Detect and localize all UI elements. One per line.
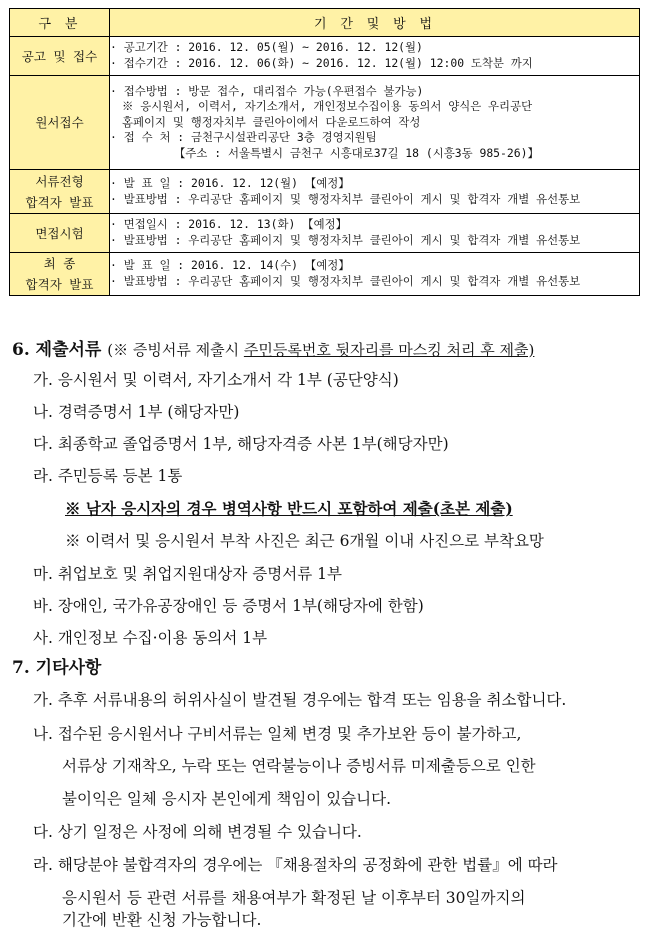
row-label: [10, 214, 110, 253]
row-content: [110, 253, 640, 296]
table-row: [10, 253, 640, 296]
list-item: 라. 해당분야 불합격자의 경우에는 『채용절차의 공정화에 관한 법률』에 따라: [33, 856, 558, 874]
row-line: · 발 표 일 : 2016. 12. 12(월) 【예정】: [110, 175, 350, 190]
row-content: [110, 37, 640, 76]
row-line: · 발표방법 : 우리공단 홈페이지 및 행정자치부 클린아이 게시 및 합격자 개별 유선통보: [110, 274, 581, 288]
section-title: 6. 제출서류: [12, 340, 102, 360]
row-label-text: 공고 및 접수: [21, 48, 98, 64]
row-label: [10, 253, 110, 296]
row-line: · 발 표 일 : 2016. 12. 14(수) 【예정】: [110, 258, 350, 273]
row-label-text: 최 종: [43, 256, 76, 271]
schedule-table: [9, 8, 640, 296]
row-line: 홈페이지 및 행정자치부 클린아이에서 다운로드하여 작성: [122, 114, 421, 129]
row-line: · 접수방법 : 방문 접수, 대리접수 가능(우편접수 불가능): [110, 83, 424, 98]
table-row: [10, 76, 640, 170]
row-content: [110, 76, 640, 170]
note-military: ※ 남자 응시자의 경우 병역사항 반드시 포함하여 제출(초본 제출): [65, 499, 513, 518]
list-item: 다. 최종학교 졸업증명서 1부, 해당자격증 사본 1부(해당자만): [33, 435, 449, 453]
row-label: [10, 170, 110, 214]
list-item: 나. 접수된 응시원서나 구비서류는 일체 변경 및 추가보완 등이 불가하고,: [33, 725, 522, 743]
row-label-text: 합격자 발표: [25, 194, 94, 210]
row-line: · 발표방법 : 우리공단 홈페이지 및 행정자치부 클린아이 게시 및 합격자 개별 유선통보: [110, 233, 581, 247]
section-6-heading: [12, 335, 534, 365]
header-period-method: 기 간 및 방 법: [110, 9, 640, 37]
row-label-text: 원서접수: [35, 115, 84, 130]
table-header-row: [10, 9, 640, 37]
header-category: 구 분: [10, 9, 110, 37]
section-note-underlined: 주민등록번호 뒷자리를 마스킹 처리 후 제출): [243, 341, 535, 359]
row-content: [110, 170, 640, 214]
list-item: 사. 개인정보 수집·이용 동의서 1부: [33, 629, 268, 647]
section-7-heading: 7. 기타사항: [12, 658, 102, 678]
list-item: 가. 응시원서 및 이력서, 자기소개서 각 1부 (공단양식): [33, 371, 399, 389]
list-item: 가. 추후 서류내용의 허위사실이 발견될 경우에는 합격 또는 임용을 취소합니다.: [33, 691, 567, 709]
list-item-continued: 서류상 기재착오, 누락 또는 연락불능이나 증빙서류 미제출등으로 인한: [62, 757, 536, 775]
table-row: [10, 37, 640, 76]
row-line: ※ 응시원서, 이력서, 자기소개서, 개인정보수집이용 동의서 양식은 우리공단: [122, 99, 533, 114]
row-line: · 접 수 처 : 금천구시설관리공단 3층 경영지원팀: [110, 130, 377, 145]
row-label-text: 면접시험: [35, 225, 84, 241]
row-label: [10, 76, 110, 170]
list-item: 나. 경력증명서 1부 (해당자만): [33, 403, 240, 421]
row-line: · 발표방법 : 우리공단 홈페이지 및 행정자치부 클린아이 게시 및 합격자 개별 유선통보: [110, 191, 581, 206]
note-photo: ※ 이력서 및 응시원서 부착 사진은 최근 6개월 이내 사진으로 부착요망: [65, 532, 544, 550]
list-item-continued: 불이익은 일체 응시자 본인에게 책임이 있습니다.: [62, 790, 392, 808]
list-item: 마. 취업보호 및 취업지원대상자 증명서류 1부: [33, 565, 342, 583]
row-line: · 공고기간 : 2016. 12. 05(월) ~ 2016. 12. 12(월): [110, 40, 423, 55]
row-line: · 접수기간 : 2016. 12. 06(화) ~ 2016. 12. 12(월) 12:00 도착분 까지: [110, 56, 533, 70]
list-item-continued: 기간에 반환 신청 가능합니다.: [62, 911, 262, 929]
row-label-text: 합격자 발표: [25, 277, 94, 292]
list-item: 라. 주민등록 등본 1통: [33, 467, 183, 485]
list-item: 다. 상기 일정은 사정에 의해 변경될 수 있습니다.: [33, 823, 362, 841]
table-row: [10, 214, 640, 253]
list-item: 바. 장애인, 국가유공장애인 등 증명서 1부(해당자에 한함): [33, 597, 424, 615]
row-label: [10, 37, 110, 76]
row-line: · 면접일시 : 2016. 12. 13(화) 【예정】: [110, 217, 347, 232]
row-line: 【주소 : 서울특별시 금천구 시흥대로37길 18 (시흥3동 985-26)】: [174, 145, 539, 160]
section-note: (※ 증빙서류 제출시: [107, 341, 244, 359]
list-item-continued: 응시원서 등 관련 서류를 채용여부가 확정된 날 이후부터 30일까지의: [62, 889, 526, 907]
row-content: [110, 214, 640, 253]
row-label-text: 서류전형: [35, 173, 84, 189]
table-row: [10, 170, 640, 214]
